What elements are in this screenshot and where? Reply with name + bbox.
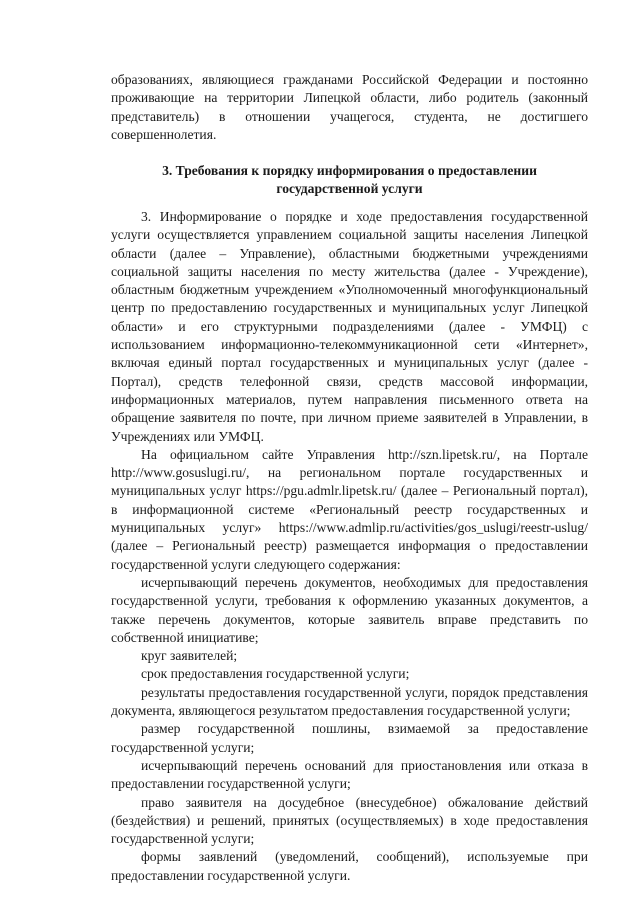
paragraph-official-sites: На официальном сайте Управления http://szn.lipetsk.ru/, на Портале http://www.gosuslugi.ru/, на региональном портале государственных и муниципальных услуг https://pgu.admlr.lipetsk.ru/ (далее – Региональный портал), в информационной системе «Региональный реестр государственных и муниципальных услуг» https://www.admlip.ru/activities/gos_uslugi/reestr-uslug/ (далее – Региональный реестр) размещается информация о предоставлении государственной услуги следующего содержания:: [111, 446, 588, 572]
section-3-body: [111, 208, 588, 885]
list-item-appeal-right: право заявителя на досудебное (внесудебное) обжалование действий (бездействия) и решений, принятых (осуществляемых) в ходе предоставления государственной услуги;: [111, 794, 588, 847]
list-item-fee: размер государственной пошлины, взимаемой за предоставление государственной услуги;: [111, 721, 588, 755]
list-item-grounds-refusal: исчерпывающий перечень оснований для приостановления или отказа в предоставлении государственной услуги;: [111, 757, 588, 792]
intro-block: [111, 71, 588, 144]
section-3-heading-line-2: государственной услуги: [276, 181, 423, 197]
paragraph-informing: 3. Информирование о порядке и ходе предоставления государственной услуги осуществляется управлением социальной защиты населения Липецкой области (далее – Управление), областными бюджетными учреждениями социальной защиты населения по месту жительства (далее - Учреждение), областным бюджетным учреждением «Уполномоченный многофункциональный центр по предоставлению государственных и муниципальных услуг Липецкой области» и его структурными подразделениями (далее - УМФЦ) с использованием информационно-телекоммуникационной сети «Интернет», включая единый портал государственных и муниципальных услуг (далее - Портал), средств телефонной связи, средств массовой информации, информационных материалов, путем направления письменного ответа на обращение заявителя по почте, при личном приеме заявителей в Управлении, в Учреждениях или УМФЦ.: [111, 209, 588, 444]
list-item-results: результаты предоставления государственной услуги, порядок представления документа, являющегося результатом предоставления государственной услуги;: [111, 684, 588, 719]
list-item-documents: исчерпывающий перечень документов, необходимых для предоставления государственной услуги, требования к оформлению указанных документов, а также перечень документов, которые заявитель вправе представить по собственной инициативе;: [111, 574, 588, 645]
list-item-applicants: круг заявителей;: [141, 648, 238, 664]
section-3-heading: [111, 162, 588, 199]
intro-paragraph: образованиях, являющиеся гражданами Российской Федерации и постоянно проживающие на территории Липецкой области, либо родитель (законный представитель) в отношении учащегося, студента, не достигшего совершеннолетия.: [111, 72, 588, 142]
list-item-forms: формы заявлений (уведомлений, сообщений), используемые при предоставлении государственной услуги.: [111, 849, 588, 883]
list-item-term: срок предоставления государственной услуги;: [141, 666, 410, 682]
section-3-heading-line-1: 3. Требования к порядку информирования о предоставлении: [162, 163, 537, 178]
